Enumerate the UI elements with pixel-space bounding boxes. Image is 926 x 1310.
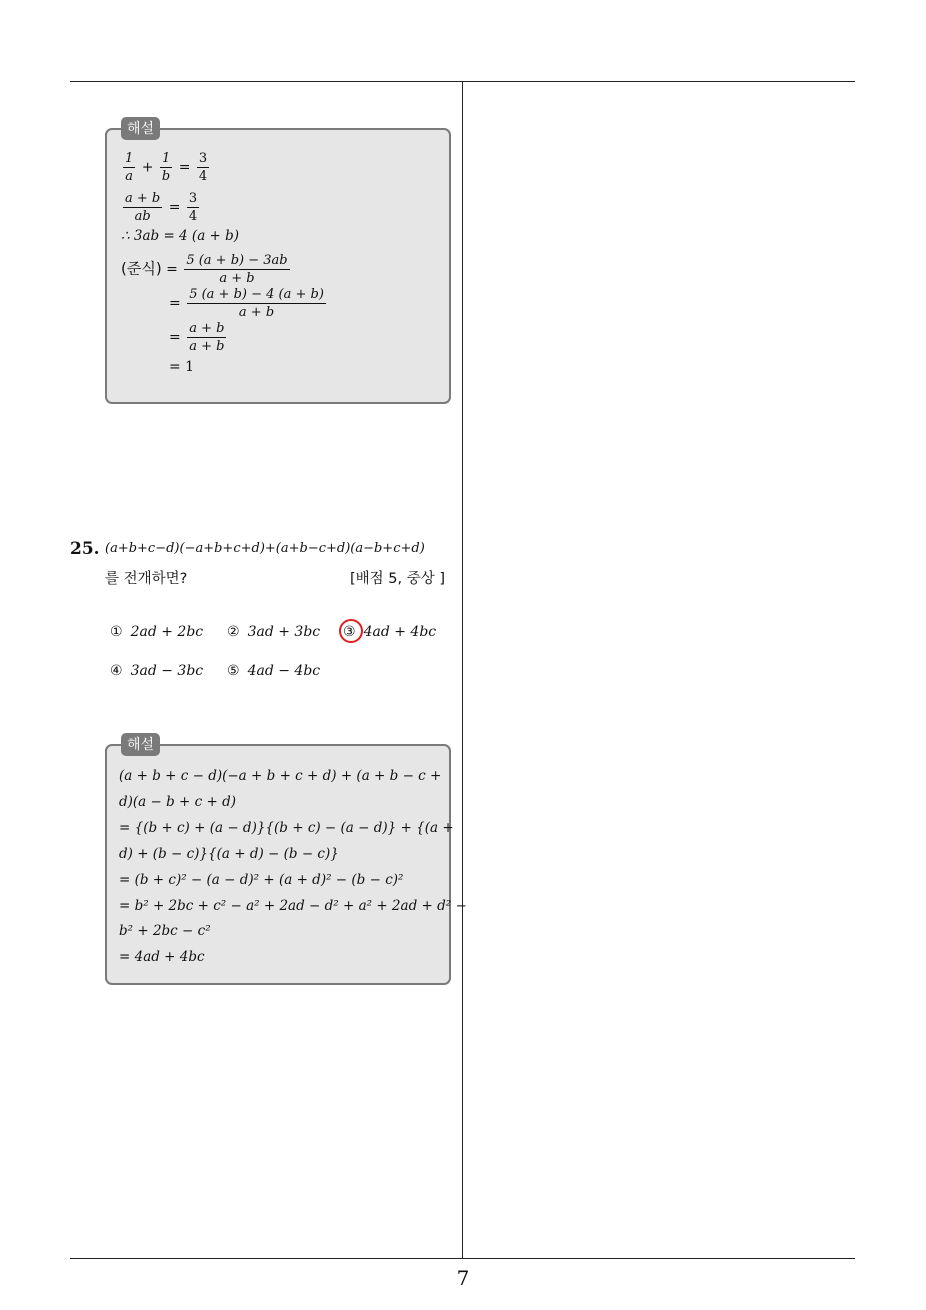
choice-3[interactable]: ③ 4ad + 4bc	[343, 624, 437, 640]
solution1-line5: = $\frac{5 (a + b) - 4 (a + b)}{a + b}$	[169, 287, 324, 320]
solution2-line: d)(a − b + c + d)	[119, 794, 237, 810]
solution-tag: 해설	[121, 117, 160, 140]
bottom-rule	[70, 1258, 855, 1259]
solution1-line6: = $\frac{a + b}{a + b}$	[169, 321, 225, 354]
solution1-line3: ∴ 3ab = 4 (a + b)	[121, 228, 240, 244]
choice-1[interactable]: ① 2ad + 2bc	[110, 624, 204, 640]
solution2-line: = 4ad + 4bc	[119, 949, 205, 965]
page-number: 7	[456, 1266, 470, 1290]
question-meta: [배점 5, 중상 ]	[350, 571, 446, 587]
question-expression: (a+b+c−d)(−a+b+c+d)+(a+b−c+d)(a−b+c+d)	[105, 541, 425, 556]
solution1-line4: (준식) = $\frac{5 (a + b) - 3ab}{a + b}$	[121, 253, 288, 286]
choice-5[interactable]: ⑤ 4ad − 4bc	[227, 663, 321, 679]
solution2-line: d) + (b − c)}{(a + d) − (b − c)}	[119, 846, 339, 862]
solution2-line: b² + 2bc − c²	[119, 923, 211, 939]
solution2-line: (a + b + c − d)(−a + b + c + d) + (a + b − c +	[119, 768, 442, 784]
question-number: 25.	[70, 539, 100, 559]
solution1-line7: = 1	[169, 359, 195, 375]
choice-4[interactable]: ④ 3ad − 3bc	[110, 663, 204, 679]
solution-box-2	[105, 737, 467, 985]
solution1-line2: $\frac{a + b}{ab}$ = $\frac{3}{4}$	[125, 191, 198, 224]
column-divider	[462, 82, 463, 1258]
solution-box-1	[105, 121, 451, 404]
solution1-line1: $\frac{1}{a}$ + $\frac{1}{b}$ = $\frac{3}{4}$	[125, 151, 208, 184]
solution2-line: = {(b + c) + (a − d)}{(b + c) − (a − d)} + {(a +	[119, 820, 454, 836]
solution2-line: = b² + 2bc + c² − a² + 2ad − d² + a² + 2ad + d² −	[119, 898, 467, 914]
question-prompt: 를 전개하면?	[105, 571, 188, 587]
choice-2[interactable]: ② 3ad + 3bc	[227, 624, 321, 640]
answer-circle-mark	[339, 619, 363, 643]
solution-tag: 해설	[121, 733, 160, 756]
solution2-line: = (b + c)² − (a − d)² + (a + d)² − (b − c)²	[119, 872, 404, 888]
